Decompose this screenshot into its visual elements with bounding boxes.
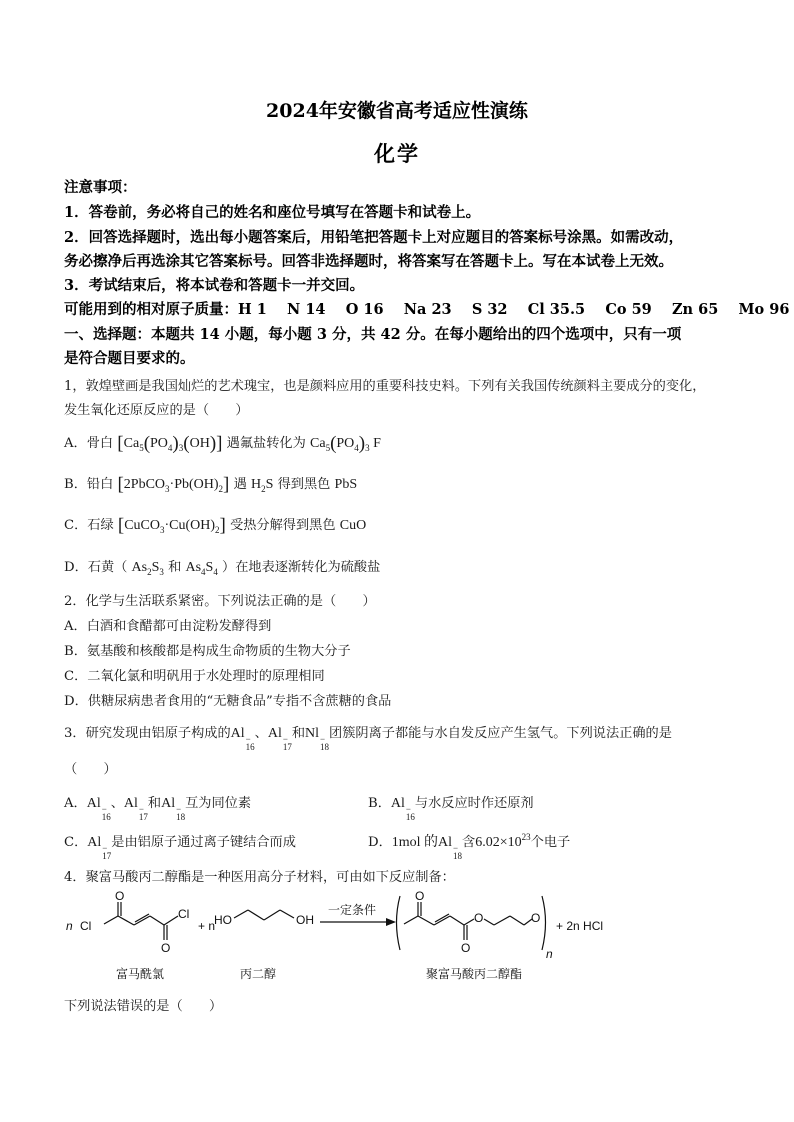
exam-subject: 化学 <box>374 141 420 166</box>
oxygen-atom: O <box>161 941 171 955</box>
q1-option-a: A．骨白 $[Ca_5(PO_4)_3(OH)]$ 遇氟盐转化为 $Ca_5(PO_4)_3$ F <box>64 433 381 454</box>
exam-title: 2024年安徽省高考适应性演练 <box>266 100 528 122</box>
chlorine-atom: Cl <box>178 907 190 921</box>
plus-n: + n <box>198 919 216 933</box>
oxygen-atom: O <box>461 941 471 955</box>
q1-option-c: C．石绿 $[CuCO_3\cdot Cu(OH)_2]$ 受热分解得到黑色 CuO <box>64 515 367 536</box>
q1-option-d: D．石黄（ $As_2S_3$ 和 $As_4S_4$ ）在地表逐渐转化为硫酸盐 <box>64 560 381 577</box>
atomic-masses: 可能用到的相对原子质量：H 1 N 14 O 16 Na 23 S 32 Cl 35.5 Co 59 Zn 65 Mo 96 <box>64 301 790 318</box>
q3-option-c: C．Al − 17 是由铝原子通过离子键结合而成 <box>64 835 296 861</box>
hydroxyl-group: HO <box>214 913 232 927</box>
section-heading: 一、选择题：本题共 14 小题，每小题 3 分，共 42 分。在每小题给出的四个选项中，只有一项 <box>64 326 682 343</box>
q4-reaction-scheme <box>60 888 640 988</box>
q3-stem: 3．研究发现由铝原子构成的Al − 16 、Al − 17 和Nl − 18 团簇阴离子都能与水自发反应产生氢气。下列说法正确的是 <box>64 726 672 752</box>
oxygen-atom: O <box>115 889 125 903</box>
formula: $As_2S_3$ <box>131 560 164 577</box>
formula: $H_2S$ <box>250 477 274 494</box>
oxygen-atom: O <box>531 911 541 925</box>
formula: Al − 16 <box>390 796 415 822</box>
formula: $As_4S_4$ <box>185 560 218 577</box>
formula: $[Ca_5(PO_4)_3(OH)]$ <box>117 433 223 454</box>
formula: Al − 18 <box>161 796 186 822</box>
notes-heading: 注意事项： <box>64 179 137 196</box>
reactant-name: 丙二醇 <box>240 967 277 981</box>
byproduct-hcl: + 2n HCl <box>556 919 604 933</box>
q1-stem: 1，敦煌壁画是我国灿烂的艺术瑰宝，也是颜料应用的重要科技史料。下列有关我国传统颜料主要成分的变化， <box>64 379 706 394</box>
formula: Al − 18 <box>438 835 463 861</box>
formula: Al − 17 <box>87 835 112 861</box>
oxygen-atom: O <box>415 889 425 903</box>
note-item: 1．答卷前，务必将自己的姓名和座位号填写在答题卡和试卷上。 <box>64 204 481 221</box>
note-item: 务必擦净后再选涂其它答案标号。回答非选择题时，将答案写在答题卡上。写在本试卷上无效。 <box>64 253 673 270</box>
formula: Al − 17 <box>267 726 292 752</box>
formula: PbS <box>334 477 358 492</box>
note-item: 3．考试结束后，将本试卷和答题卡一并交回。 <box>64 277 365 294</box>
note-item: 2．回答选择题时，选出每小题答案后，用铅笔把答题卡上对应题目的答案标号涂黑。如需改动， <box>64 229 684 246</box>
formula: $[CuCO_3\cdot Cu(OH)_2]$ <box>117 515 226 536</box>
q3-option-d: D．1mol 的Al − 18 含$6.02\times 10^{23}$个电子 <box>368 832 571 861</box>
formula: $[2PbCO_3\cdot Pb(OH)_2]$ <box>117 474 230 495</box>
q2-option-b: B．氨基酸和核酸都是构成生命物质的生物大分子 <box>64 644 351 659</box>
reactant-name: 富马酰氯 <box>116 967 165 981</box>
q3-option-b: B．Al − 16 与水反应时作还原剂 <box>368 796 534 822</box>
q4-stem: 4．聚富马酸丙二醇酯是一种医用高分子材料，可由如下反应制备： <box>64 870 455 885</box>
hydroxyl-group: OH <box>296 913 314 927</box>
oxygen-atom: O <box>474 911 484 925</box>
product-name: 聚富马酸丙二醇酯 <box>426 967 523 981</box>
formula: Al − 16 <box>230 726 255 752</box>
q1-stem-cont: 发生氧化还原反应的是（ ） <box>64 403 249 418</box>
formula: Al − 17 <box>123 796 148 822</box>
q2-option-c: C．二氧化氯和明矾用于水处理时的原理相同 <box>64 669 325 684</box>
repeat-unit-n: n <box>546 947 553 961</box>
formula: Al − 16 <box>86 796 111 822</box>
reaction-condition: 一定条件 <box>328 903 377 917</box>
formula: $6.02\times 10^{23}$ <box>475 832 531 850</box>
coefficient-n: n <box>66 919 73 933</box>
arrow-head <box>386 918 396 926</box>
formula: CuO <box>339 518 367 533</box>
formula: Nl − 18 <box>305 726 330 752</box>
q4-follow-up: 下列说法错误的是（ ） <box>64 999 223 1014</box>
q3-answer-paren: （ ） <box>64 762 117 777</box>
q2-option-d: D．供糖尿病患者食用的“无糖食品”专指不含蔗糖的食品 <box>64 694 392 709</box>
chlorine-atom: Cl <box>80 919 92 933</box>
q2-option-a: A．白酒和食醋都可由淀粉发酵得到 <box>64 619 272 634</box>
section-heading-cont: 是符合题目要求的。 <box>64 350 195 367</box>
formula: $Ca_5(PO_4)_3$ F <box>310 433 381 454</box>
q1-option-b: B．铅白 $[2PbCO_3\cdot Pb(OH)_2]$ 遇 $H_2S$ 得到黑色 PbS <box>64 474 358 495</box>
q2-stem: 2．化学与生活联系紧密。下列说法正确的是（ ） <box>64 594 376 609</box>
q3-option-a: A．Al − 16 、Al − 17 和Al − 18 互为同位素 <box>64 796 252 822</box>
